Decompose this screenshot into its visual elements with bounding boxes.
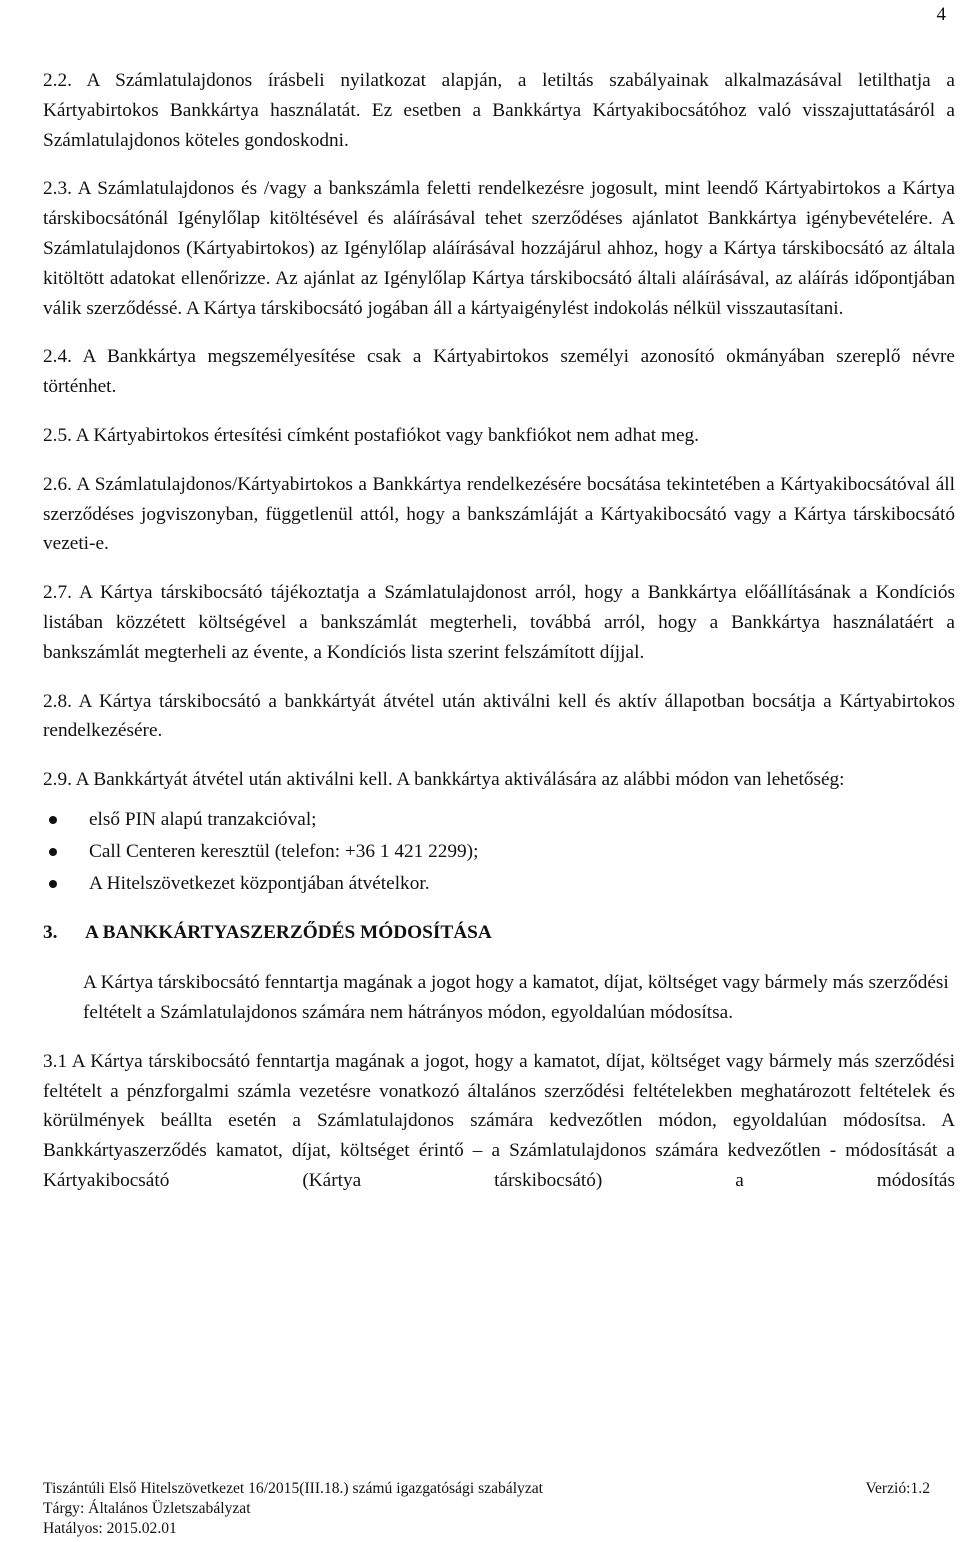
paragraph-2-2: 2.2. A Számlatulajdonos írásbeli nyilatkozat alapján, a letiltás szabályainak alkalmazásával letilthatja a Kártyabirtokos Bankkártya használatát. Ez esetben a Bankkártya Kártyakibocsátóhoz való visszajuttatásáról a Számlatulajdonos köteles gondoskodni.	[43, 70, 955, 151]
paragraph-2-4: 2.4. A Bankkártya megszemélyesítése csak a Kártyabirtokos személyi azonosító okmányában szereplő névre történhet.	[43, 346, 955, 398]
footer-effective-date: Hatályos: 2015.02.01	[43, 1520, 177, 1537]
page-footer	[43, 1479, 930, 1539]
paragraph-2-6: 2.6. A Számlatulajdonos/Kártyabirtokos a Bankkártya rendelkezésére bocsátása tekintetében a Kártyakibocsátóval áll szerződéses jogviszonyban, függetlenül attól, hogy a bankszámláját a Kártyakibocsátó vagy a Kártya társkibocsátó vezeti-e.	[43, 473, 955, 555]
footer-subject: Tárgy: Általános Üzletszabályzat	[43, 1500, 251, 1517]
section-3-intro: A Kártya társkibocsátó fenntartja magának a jogot hogy a kamatot, díjat, költséget vagy bármely más szerződési feltételt a Számlatulajdonos számára nem hátrányos módon, egyoldalúan módosítsa.	[83, 972, 949, 1023]
section-3-title: A BANKKÁRTYASZERZŐDÉS MÓDOSÍTÁSA	[85, 922, 492, 944]
footer-regulation: Tiszántúli Első Hitelszövetkezet 16/2015(III.18.) számú igazgatósági szabályzat	[43, 1480, 544, 1497]
list-item: Call Centeren keresztül (telefon: +36 1 421 2299);	[43, 837, 955, 867]
paragraph-2-7: 2.7. A Kártya társkibocsátó tájékoztatja a Számlatulajdonost arról, hogy a Bankkártya előállításának a Kondíciós listában közzétett költségével a bankszámlát megterheli, továbbá arról, hogy a Bankkártya használatáért a bankszámlát megterheli az évente, a Kondíciós lista szerint felszámított díjjal.	[43, 582, 955, 663]
paragraph-3-1: 3.1 A Kártya társkibocsátó fenntartja magának a jogot, hogy a kamatot, díjat, költséget vagy bármely más szerződési feltételt a pénzforgalmi számla vezetésre vonatkozó általános szerződési feltételekben meghatározott feltételek és körülmények beállta esetén a Számlatulajdonos számára kedvezőtlen módon, egyoldalúan módosítsa. A Bankkártyaszerződés kamatot, díjat, költséget érintő – a Számlatulajdonos számára kedvezőtlen - módosítását a Kártyakibocsátó (Kártya társkibocsátó) a módosítás	[43, 1050, 955, 1191]
paragraph-2-9: 2.9. A Bankkártyát átvétel után aktiválni kell. A bankkártya aktiválására az alábbi módon van lehetőség:	[43, 769, 845, 791]
section-3-heading	[43, 918, 955, 948]
paragraph-2-5: 2.5. A Kártyabirtokos értesítési címként postafiókot vagy bankfiókot nem adhat meg.	[43, 424, 699, 446]
paragraph-2-8: 2.8. A Kártya társkibocsátó a bankkártyát átvétel után aktiválni kell és aktív állapotban bocsátja a Kártyabirtokos rendelkezésére.	[43, 690, 955, 742]
page-number: 4	[936, 4, 946, 25]
list-item: A Hitelszövetkezet központjában átvételkor.	[43, 869, 955, 899]
document-body	[43, 66, 955, 1196]
list-item: első PIN alapú tranzakcióval;	[43, 805, 955, 835]
paragraph-2-3: 2.3. A Számlatulajdonos és /vagy a bankszámla feletti rendelkezésre jogosult, mint leendő Kártyabirtokos a Kártya társkibocsátónál Igénylőlap kitöltésével és aláírásával tehet szerződéses ajánlatot Bankkártya igénybevételére. A Számlatulajdonos (Kártyabirtokos) az Igénylőlap aláírásával hozzájárul ahhoz, hogy a Kártya társkibocsátó az általa kitöltött adatokat ellenőrizze. Az ajánlat az Igénylőlap Kártya társkibocsátó általi aláírásával, az aláírás időpontjában válik szerződéssé. A Kártya társkibocsátó jogában áll a kártyaigénylést indokolás nélkül visszautasítani.	[43, 178, 955, 319]
section-3-number: 3.	[43, 922, 58, 944]
footer-version: Verzió:1.2	[865, 1480, 930, 1497]
activation-methods-list	[43, 805, 955, 898]
